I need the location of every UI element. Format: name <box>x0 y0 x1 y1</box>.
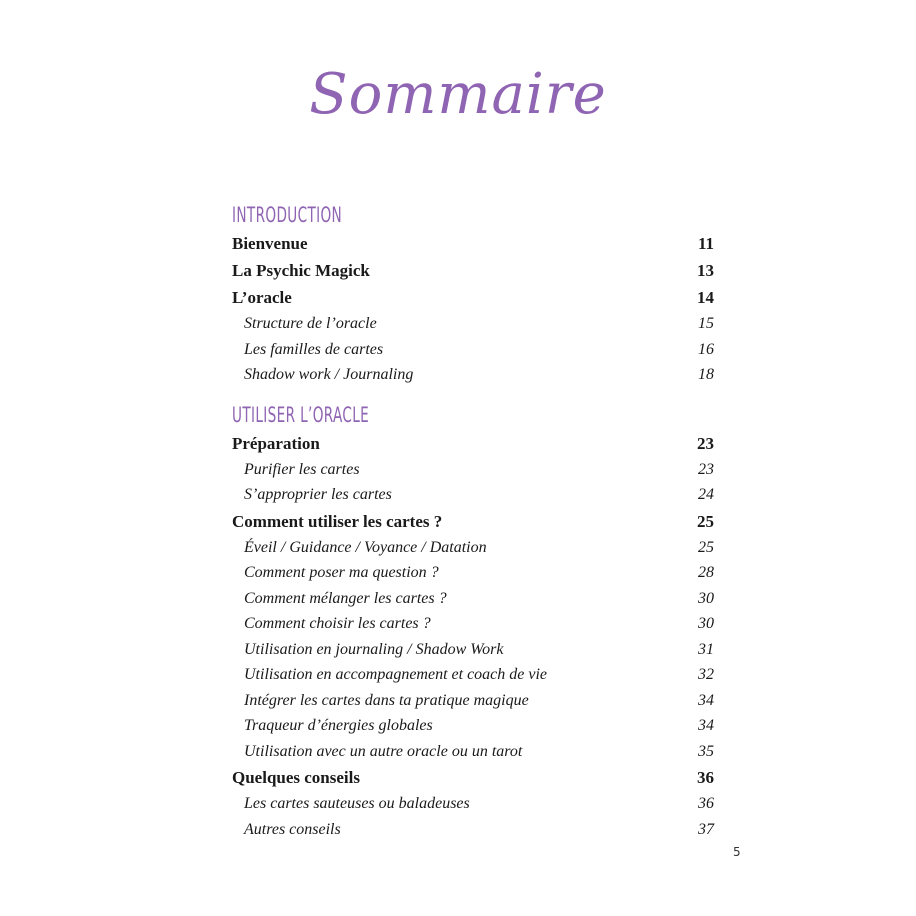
toc-entry-label: Purifier les cartes <box>244 460 360 478</box>
toc-subentry <box>232 535 714 561</box>
toc-entry-page: 23 <box>698 460 714 478</box>
toc-entry-page: 34 <box>698 717 714 734</box>
toc-entry-label: Les cartes sauteuses ou baladeuses <box>244 795 470 812</box>
toc-subentry <box>232 662 714 688</box>
toc-entry-label: Comment mélanger les cartes ? <box>244 589 447 607</box>
toc-entry-label: Les familles de cartes <box>244 340 384 358</box>
section-heading: UTILISER L’ORACLE <box>232 402 370 427</box>
toc-subentry <box>232 560 714 586</box>
toc-entry-page: 14 <box>697 288 714 307</box>
toc-entry-page: 34 <box>698 691 714 709</box>
toc-entry-label: Comment poser ma question ? <box>244 564 439 581</box>
toc-entry-page: 28 <box>698 564 714 581</box>
toc-subentry <box>232 637 714 663</box>
toc-entry-page: 25 <box>698 538 714 556</box>
toc-entry-page: 37 <box>698 820 714 838</box>
toc-entry-label: Comment choisir les cartes ? <box>244 615 431 632</box>
page-title: Sommaire <box>309 62 607 127</box>
toc-entry-label: Quelques conseils <box>232 768 360 787</box>
toc-entry-label: Préparation <box>232 433 320 453</box>
toc-entry <box>232 284 714 311</box>
toc-entry-label: Utilisation en accompagnement et coach de vie <box>244 666 548 683</box>
toc-entry-page: 32 <box>698 666 714 683</box>
toc-subentry <box>232 457 714 483</box>
toc-subentry <box>232 482 714 508</box>
toc-entry-label: Comment utiliser les cartes ? <box>232 511 443 531</box>
toc-entry-label: Structure de l’oracle <box>244 315 377 332</box>
toc-entry <box>232 764 714 791</box>
toc-subentry <box>232 713 714 739</box>
page-number: 5 <box>733 845 741 859</box>
toc-entry-label: La Psychic Magick <box>232 261 370 280</box>
toc-entry-label: Traqueur d’énergies globales <box>244 717 433 734</box>
toc-entry-label: Intégrer les cartes dans ta pratique magique <box>244 691 529 709</box>
section-spacer <box>232 388 714 400</box>
toc-entry-label: Autres conseils <box>244 820 341 838</box>
toc-entry-label: Utilisation en journaling / Shadow Work <box>244 640 504 658</box>
toc-entry <box>232 257 714 284</box>
toc-entry-page: 25 <box>697 511 714 531</box>
toc-subentry <box>232 611 714 637</box>
toc-subentry <box>232 362 714 388</box>
toc-entry <box>232 230 714 257</box>
toc-entry-page: 30 <box>698 589 714 607</box>
toc-entry-page: 18 <box>698 366 714 383</box>
toc-entry-label: Utilisation avec un autre oracle ou un tarot <box>244 742 523 760</box>
toc-entry-label: L’oracle <box>232 288 292 307</box>
toc-subentry <box>232 817 714 843</box>
toc-entry-page: 24 <box>698 486 714 503</box>
toc-entry-label: Shadow work / Journaling <box>244 366 414 383</box>
table-of-contents <box>232 200 714 842</box>
toc-entry-label: Éveil / Guidance / Voyance / Datation <box>244 538 487 556</box>
toc-entry-page: 11 <box>697 234 714 253</box>
toc-entry-page: 36 <box>698 795 714 812</box>
toc-entry-page: 36 <box>697 768 714 787</box>
toc-subentry <box>232 337 714 363</box>
section-heading: INTRODUCTION <box>232 203 343 227</box>
toc-entry <box>232 430 714 457</box>
toc-entry-page: 23 <box>697 433 714 453</box>
toc-subentry <box>232 791 714 817</box>
toc-entry-page: 31 <box>698 640 714 658</box>
toc-subentry <box>232 739 714 765</box>
toc-entry-page: 30 <box>698 615 714 632</box>
toc-entry-page: 35 <box>698 742 714 760</box>
toc-entry-page: 16 <box>698 340 714 358</box>
toc-subentry <box>232 688 714 714</box>
toc-subentry <box>232 586 714 612</box>
toc-entry <box>232 508 714 535</box>
toc-entry-page: 15 <box>698 315 714 332</box>
toc-subentry <box>232 311 714 337</box>
toc-entry-label: S’approprier les cartes <box>244 486 392 503</box>
toc-entry-label: Bienvenue <box>232 234 308 253</box>
toc-entry-page: 13 <box>697 261 714 280</box>
